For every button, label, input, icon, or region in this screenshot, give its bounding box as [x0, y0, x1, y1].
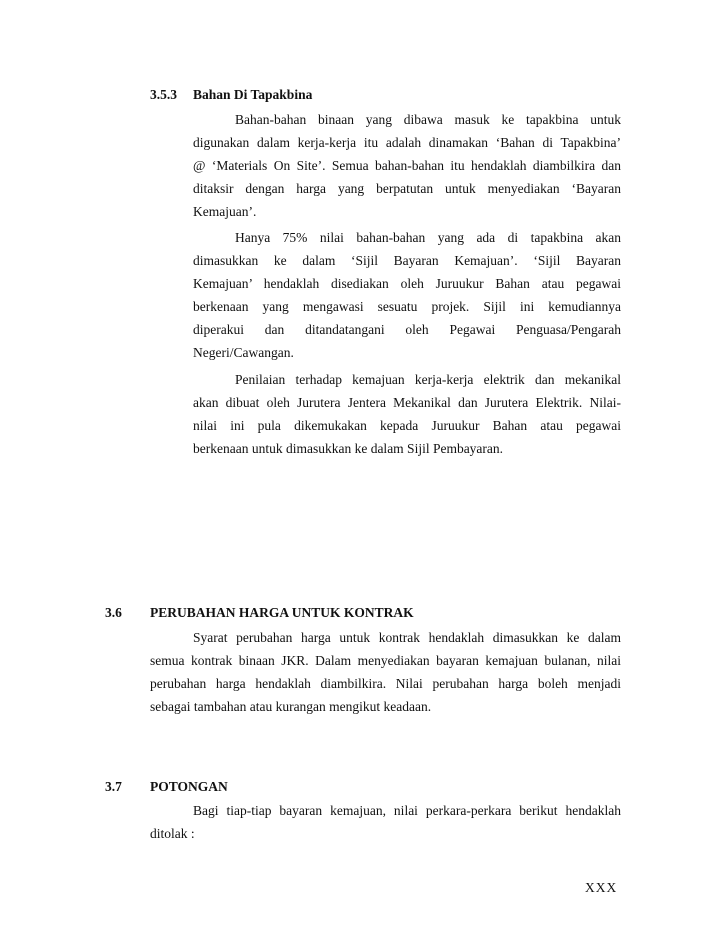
section-number-3-6: 3.6	[105, 605, 122, 620]
paragraph-line: Bahan-bahan binaan yang dibawa masuk ke tapakbina untuk	[235, 112, 621, 127]
paragraph-line: diperakui dan ditandatangani oleh Pegawai Penguasa/Pengarah	[193, 322, 621, 337]
paragraph-line: semua kontrak binaan JKR. Dalam menyediakan bayaran kemajuan bulanan, nilai	[150, 653, 621, 668]
paragraph-line: berkenaan untuk dimasukkan ke dalam Sijil Pembayaran.	[193, 441, 504, 456]
paragraph-line: nilai ini pula dikemukakan kepada Juruukur Bahan atau pegawai	[193, 418, 621, 433]
paragraph-line: @ ‘Materials On Site’. Semua bahan-bahan itu hendaklah diambilkira dan	[193, 158, 621, 173]
paragraph-line: dimasukkan ke dalam ‘Sijil Bayaran Kemajuan’. ‘Sijil Bayaran	[193, 253, 621, 268]
paragraph-line: Hanya 75% nilai bahan-bahan yang ada di tapakbina akan	[235, 230, 621, 245]
section-title-potongan: POTONGAN	[150, 779, 228, 794]
paragraph-line: digunakan dalam kerja-kerja itu adalah dinamakan ‘Bahan di Tapakbina’	[193, 135, 621, 150]
paragraph-line: akan dibuat oleh Jurutera Jentera Mekanikal dan Jurutera Elektrik. Nilai-	[193, 395, 621, 410]
paragraph-line: ditolak :	[150, 826, 195, 841]
paragraph-line: Kemajuan’.	[193, 204, 257, 219]
paragraph-line: ditaksir dengan harga yang berpatutan untuk menyediakan ‘Bayaran	[193, 181, 621, 196]
paragraph-line: Negeri/Cawangan.	[193, 345, 294, 360]
page-number: XXX	[585, 880, 618, 895]
section-number-3-7: 3.7	[105, 779, 122, 794]
paragraph-line: Kemajuan’ hendaklah disediakan oleh Juruukur Bahan atau pegawai	[193, 276, 621, 291]
section-title-bahan-di-tapakbina: Bahan Di Tapakbina	[193, 87, 313, 102]
paragraph-line: Penilaian terhadap kemajuan kerja-kerja elektrik dan mekanikal	[235, 372, 621, 387]
paragraph-line: perubahan harga hendaklah diambilkira. Nilai perubahan harga boleh menjadi	[150, 676, 621, 691]
section-title-perubahan-harga: PERUBAHAN HARGA UNTUK KONTRAK	[150, 605, 414, 620]
paragraph-line: Syarat perubahan harga untuk kontrak hendaklah dimasukkan ke dalam	[193, 630, 621, 645]
paragraph-line: berkenaan yang mengawasi sesuatu projek. Sijil ini kemudiannya	[193, 299, 621, 314]
section-number-3-5-3: 3.5.3	[150, 87, 177, 102]
paragraph-line: sebagai tambahan atau kurangan mengikut keadaan.	[150, 699, 432, 714]
paragraph-line: Bagi tiap-tiap bayaran kemajuan, nilai perkara-perkara berikut hendaklah	[193, 803, 621, 818]
